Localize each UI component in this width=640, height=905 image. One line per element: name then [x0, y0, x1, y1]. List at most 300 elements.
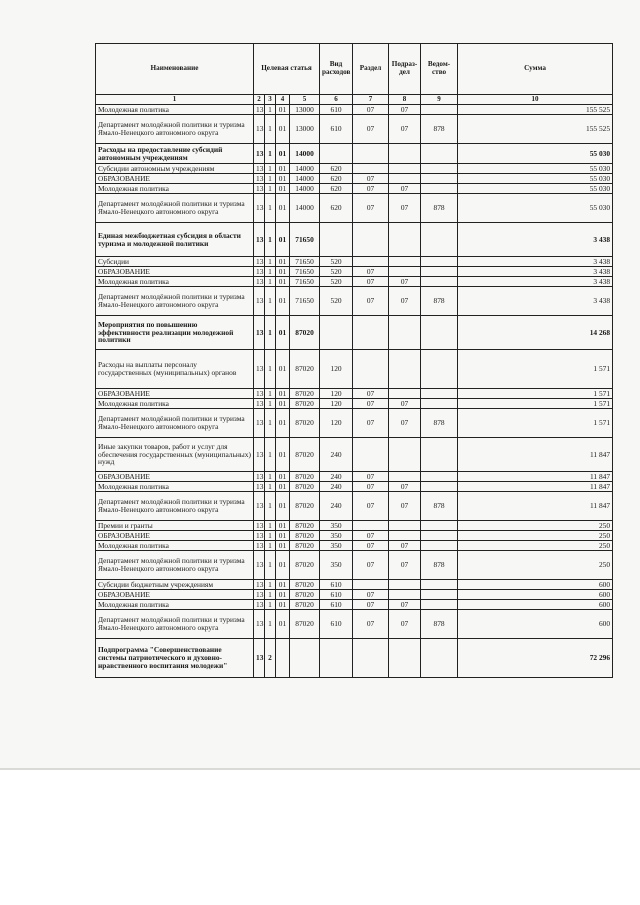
- code-program: 13: [254, 610, 265, 639]
- row-name: Расходы на предоставление субсидий автономным учреждениям: [96, 144, 254, 164]
- code-direction: 01: [276, 531, 290, 541]
- code-direction: 01: [276, 184, 290, 194]
- header-name: Наименование: [96, 44, 254, 95]
- amount: 600: [458, 580, 613, 590]
- department-code: [421, 472, 458, 482]
- budget-table: [95, 43, 613, 678]
- code-subprogram: 1: [265, 277, 276, 287]
- code-subprogram: 1: [265, 492, 276, 521]
- expense-type: 120: [320, 389, 353, 399]
- code-direction: 01: [276, 551, 290, 580]
- code-direction: 01: [276, 267, 290, 277]
- expense-type: 120: [320, 409, 353, 438]
- code-direction: 01: [276, 350, 290, 389]
- table-row: [96, 482, 613, 492]
- subsection: 07: [389, 409, 421, 438]
- expense-type: 350: [320, 531, 353, 541]
- department-code: [421, 277, 458, 287]
- subsection: [389, 472, 421, 482]
- subsection: 07: [389, 610, 421, 639]
- code-program: 13: [254, 144, 265, 164]
- code-direction: [276, 639, 290, 678]
- department-code: [421, 223, 458, 257]
- section: 07: [353, 541, 389, 551]
- table-row: [96, 389, 613, 399]
- section: 07: [353, 194, 389, 223]
- department-code: 878: [421, 610, 458, 639]
- code-direction: 01: [276, 174, 290, 184]
- expense-type: 610: [320, 600, 353, 610]
- amount: 250: [458, 551, 613, 580]
- row-name: Субсидии бюджетным учреждениям: [96, 580, 254, 590]
- amount: 11 847: [458, 472, 613, 482]
- expense-type: [320, 639, 353, 678]
- department-code: [421, 164, 458, 174]
- section: 07: [353, 531, 389, 541]
- subsection: [389, 531, 421, 541]
- code-program: 13: [254, 316, 265, 350]
- expense-type: 620: [320, 164, 353, 174]
- code-direction: 01: [276, 492, 290, 521]
- code-article: 87020: [290, 492, 320, 521]
- table-row: [96, 257, 613, 267]
- department-code: [421, 350, 458, 389]
- row-name: Премии и гранты: [96, 521, 254, 531]
- department-code: [421, 590, 458, 600]
- header-vedomstvo: Ведом-ство: [421, 44, 458, 95]
- section: 07: [353, 277, 389, 287]
- code-subprogram: 1: [265, 600, 276, 610]
- header-podrazdel: Подраз-дел: [389, 44, 421, 95]
- expense-type: 350: [320, 541, 353, 551]
- code-program: 13: [254, 531, 265, 541]
- amount: 55 030: [458, 174, 613, 184]
- code-article: [290, 639, 320, 678]
- code-program: 13: [254, 174, 265, 184]
- row-name: Субсидии автономным учреждениям: [96, 164, 254, 174]
- table-row: [96, 350, 613, 389]
- table-row: [96, 115, 613, 144]
- section: 07: [353, 492, 389, 521]
- expense-type: 240: [320, 482, 353, 492]
- section: [353, 639, 389, 678]
- expense-type: [320, 144, 353, 164]
- row-name: ОБРАЗОВАНИЕ: [96, 472, 254, 482]
- department-code: [421, 600, 458, 610]
- expense-type: 520: [320, 267, 353, 277]
- code-program: 13: [254, 105, 265, 115]
- row-name: Департамент молодёжной политики и туризма Ямало-Ненецкого автономного округа: [96, 610, 254, 639]
- col-number: 9: [421, 95, 458, 105]
- department-code: 878: [421, 551, 458, 580]
- section: [353, 316, 389, 350]
- code-direction: 01: [276, 257, 290, 267]
- section: 07: [353, 389, 389, 399]
- subsection: [389, 350, 421, 389]
- table-row: [96, 600, 613, 610]
- code-article: 14000: [290, 164, 320, 174]
- code-program: 13: [254, 521, 265, 531]
- code-direction: 01: [276, 164, 290, 174]
- code-article: 71650: [290, 257, 320, 267]
- code-subprogram: 1: [265, 590, 276, 600]
- amount: 155 525: [458, 105, 613, 115]
- section: 07: [353, 482, 389, 492]
- section: [353, 521, 389, 531]
- subsection: 07: [389, 115, 421, 144]
- department-code: [421, 482, 458, 492]
- code-direction: 01: [276, 580, 290, 590]
- code-program: 13: [254, 492, 265, 521]
- row-name: Департамент молодёжной политики и туризма Ямало-Ненецкого автономного округа: [96, 409, 254, 438]
- row-name: ОБРАЗОВАНИЕ: [96, 174, 254, 184]
- code-program: 13: [254, 399, 265, 409]
- code-article: 71650: [290, 267, 320, 277]
- code-program: 13: [254, 257, 265, 267]
- code-article: 14000: [290, 174, 320, 184]
- row-name: Единая межбюджетная субсидия в области туризма и молодежной политики: [96, 223, 254, 257]
- expense-type: 240: [320, 492, 353, 521]
- code-direction: 01: [276, 590, 290, 600]
- section: 07: [353, 551, 389, 580]
- table-row: [96, 267, 613, 277]
- subsection: [389, 164, 421, 174]
- col-number: 7: [353, 95, 389, 105]
- subsection: 07: [389, 277, 421, 287]
- section: [353, 580, 389, 590]
- expense-type: [320, 223, 353, 257]
- header-razdel: Раздел: [353, 44, 389, 95]
- section: 07: [353, 115, 389, 144]
- code-subprogram: 2: [265, 639, 276, 678]
- department-code: [421, 267, 458, 277]
- code-program: 13: [254, 438, 265, 472]
- row-name: Молодежная политика: [96, 482, 254, 492]
- row-name: Субсидии: [96, 257, 254, 267]
- code-program: 13: [254, 472, 265, 482]
- expense-type: 610: [320, 115, 353, 144]
- expense-type: 120: [320, 350, 353, 389]
- code-program: 13: [254, 350, 265, 389]
- row-name: Молодежная политика: [96, 184, 254, 194]
- table-row: [96, 194, 613, 223]
- department-code: 878: [421, 409, 458, 438]
- amount: 1 571: [458, 409, 613, 438]
- table-row: [96, 174, 613, 184]
- code-article: 87020: [290, 531, 320, 541]
- expense-type: 350: [320, 551, 353, 580]
- row-name: Мероприятия по повышению эффективности реализации молодежной политики: [96, 316, 254, 350]
- department-code: [421, 521, 458, 531]
- code-direction: 01: [276, 316, 290, 350]
- code-direction: 01: [276, 223, 290, 257]
- amount: 600: [458, 590, 613, 600]
- code-subprogram: 1: [265, 115, 276, 144]
- department-code: [421, 531, 458, 541]
- code-subprogram: 1: [265, 438, 276, 472]
- code-subprogram: 1: [265, 521, 276, 531]
- code-program: 13: [254, 184, 265, 194]
- subsection: [389, 639, 421, 678]
- subsection: 07: [389, 399, 421, 409]
- code-article: 87020: [290, 590, 320, 600]
- code-subprogram: 1: [265, 482, 276, 492]
- code-program: 13: [254, 115, 265, 144]
- code-program: 13: [254, 164, 265, 174]
- table-row: [96, 105, 613, 115]
- code-program: 13: [254, 287, 265, 316]
- code-program: 13: [254, 389, 265, 399]
- code-subprogram: 1: [265, 257, 276, 267]
- row-name: Подпрограмма "Совершенствование системы патриотического и духовно-нравственного воспитания молодежи": [96, 639, 254, 678]
- subsection: [389, 389, 421, 399]
- code-direction: 01: [276, 389, 290, 399]
- code-direction: 01: [276, 277, 290, 287]
- code-direction: 01: [276, 144, 290, 164]
- table-row: [96, 541, 613, 551]
- code-direction: 01: [276, 541, 290, 551]
- section: [353, 350, 389, 389]
- code-article: 71650: [290, 223, 320, 257]
- code-subprogram: 1: [265, 164, 276, 174]
- table-row: [96, 144, 613, 164]
- code-subprogram: 1: [265, 541, 276, 551]
- amount: 3 438: [458, 277, 613, 287]
- amount: 250: [458, 531, 613, 541]
- table-row: [96, 184, 613, 194]
- department-code: [421, 316, 458, 350]
- subsection: 07: [389, 184, 421, 194]
- code-article: 87020: [290, 399, 320, 409]
- table-row: [96, 399, 613, 409]
- code-program: 13: [254, 541, 265, 551]
- row-name: Иные закупки товаров, работ и услуг для обеспечения государственных (муниципальных) нужд: [96, 438, 254, 472]
- department-code: [421, 541, 458, 551]
- header-vid: Вид расходов: [320, 44, 353, 95]
- code-article: 71650: [290, 287, 320, 316]
- section: 07: [353, 409, 389, 438]
- code-program: 13: [254, 580, 265, 590]
- expense-type: 620: [320, 174, 353, 184]
- code-subprogram: 1: [265, 409, 276, 438]
- subsection: [389, 267, 421, 277]
- amount: 600: [458, 610, 613, 639]
- code-article: 71650: [290, 277, 320, 287]
- department-code: [421, 639, 458, 678]
- code-article: 87020: [290, 580, 320, 590]
- code-direction: 01: [276, 115, 290, 144]
- code-program: 13: [254, 223, 265, 257]
- section: [353, 164, 389, 174]
- subsection: 07: [389, 551, 421, 580]
- code-subprogram: 1: [265, 194, 276, 223]
- subsection: [389, 521, 421, 531]
- col-number: 8: [389, 95, 421, 105]
- subsection: [389, 144, 421, 164]
- department-code: 878: [421, 492, 458, 521]
- code-article: 14000: [290, 184, 320, 194]
- table-row: [96, 551, 613, 580]
- code-subprogram: 1: [265, 472, 276, 482]
- amount: 11 847: [458, 438, 613, 472]
- department-code: 878: [421, 287, 458, 316]
- subsection: 07: [389, 482, 421, 492]
- code-subprogram: 1: [265, 531, 276, 541]
- code-program: 13: [254, 639, 265, 678]
- department-code: [421, 257, 458, 267]
- amount: 1 571: [458, 389, 613, 399]
- code-direction: 01: [276, 194, 290, 223]
- department-code: [421, 580, 458, 590]
- department-code: [421, 438, 458, 472]
- subsection: 07: [389, 541, 421, 551]
- code-article: 87020: [290, 600, 320, 610]
- code-subprogram: 1: [265, 399, 276, 409]
- header-target: Целевая статья: [254, 44, 320, 95]
- col-number: 2: [254, 95, 265, 105]
- row-name: Молодежная политика: [96, 600, 254, 610]
- department-code: [421, 144, 458, 164]
- code-article: 87020: [290, 438, 320, 472]
- expense-type: 120: [320, 399, 353, 409]
- table-row: [96, 521, 613, 531]
- code-article: 87020: [290, 482, 320, 492]
- amount: 3 438: [458, 257, 613, 267]
- expense-type: 620: [320, 194, 353, 223]
- section: 07: [353, 399, 389, 409]
- expense-type: 240: [320, 438, 353, 472]
- code-direction: 01: [276, 482, 290, 492]
- table-row: [96, 531, 613, 541]
- section: 07: [353, 174, 389, 184]
- row-name: Департамент молодёжной политики и туризма Ямало-Ненецкого автономного округа: [96, 287, 254, 316]
- code-direction: 01: [276, 600, 290, 610]
- code-article: 13000: [290, 105, 320, 115]
- section: [353, 223, 389, 257]
- subsection: 07: [389, 105, 421, 115]
- amount: 250: [458, 541, 613, 551]
- code-program: 13: [254, 551, 265, 580]
- amount: 155 525: [458, 115, 613, 144]
- table-row: [96, 277, 613, 287]
- code-program: 13: [254, 600, 265, 610]
- code-article: 87020: [290, 389, 320, 399]
- row-name: ОБРАЗОВАНИЕ: [96, 389, 254, 399]
- section: 07: [353, 267, 389, 277]
- code-direction: 01: [276, 472, 290, 482]
- section: 07: [353, 184, 389, 194]
- expense-type: 610: [320, 105, 353, 115]
- code-article: 87020: [290, 551, 320, 580]
- table-row: [96, 316, 613, 350]
- code-program: 13: [254, 482, 265, 492]
- expense-type: 350: [320, 521, 353, 531]
- table-row: [96, 438, 613, 472]
- code-article: 87020: [290, 472, 320, 482]
- code-program: 13: [254, 267, 265, 277]
- row-name: ОБРАЗОВАНИЕ: [96, 267, 254, 277]
- code-article: 87020: [290, 350, 320, 389]
- expense-type: 240: [320, 472, 353, 482]
- code-article: 13000: [290, 115, 320, 144]
- subsection: [389, 174, 421, 184]
- section: [353, 144, 389, 164]
- expense-type: 620: [320, 184, 353, 194]
- code-subprogram: 1: [265, 610, 276, 639]
- amount: 11 847: [458, 492, 613, 521]
- code-program: 13: [254, 277, 265, 287]
- code-direction: 01: [276, 287, 290, 316]
- table-row: [96, 409, 613, 438]
- table-row: [96, 590, 613, 600]
- section: 07: [353, 610, 389, 639]
- department-code: 878: [421, 115, 458, 144]
- row-name: Молодежная политика: [96, 399, 254, 409]
- row-name: Департамент молодёжной политики и туризма Ямало-Ненецкого автономного округа: [96, 194, 254, 223]
- col-number: 3: [265, 95, 276, 105]
- code-direction: 01: [276, 521, 290, 531]
- subsection: 07: [389, 287, 421, 316]
- code-subprogram: 1: [265, 580, 276, 590]
- expense-type: 520: [320, 257, 353, 267]
- expense-type: 610: [320, 580, 353, 590]
- section: 07: [353, 590, 389, 600]
- row-name: Молодежная политика: [96, 105, 254, 115]
- row-name: Молодежная политика: [96, 541, 254, 551]
- code-subprogram: 1: [265, 551, 276, 580]
- amount: 3 438: [458, 267, 613, 277]
- table-row: [96, 223, 613, 257]
- code-article: 87020: [290, 610, 320, 639]
- amount: 1 571: [458, 350, 613, 389]
- code-direction: 01: [276, 438, 290, 472]
- subsection: [389, 580, 421, 590]
- table-row: [96, 287, 613, 316]
- col-number: 10: [458, 95, 613, 105]
- table-row: [96, 492, 613, 521]
- code-article: 14000: [290, 194, 320, 223]
- section: 07: [353, 600, 389, 610]
- amount: 55 030: [458, 184, 613, 194]
- code-article: 87020: [290, 541, 320, 551]
- department-code: [421, 184, 458, 194]
- subsection: 07: [389, 194, 421, 223]
- amount: 11 847: [458, 482, 613, 492]
- table-row: [96, 639, 613, 678]
- amount: 55 030: [458, 194, 613, 223]
- code-subprogram: 1: [265, 105, 276, 115]
- department-code: [421, 389, 458, 399]
- code-direction: 01: [276, 399, 290, 409]
- code-article: 14000: [290, 144, 320, 164]
- expense-type: 610: [320, 590, 353, 600]
- subsection: [389, 438, 421, 472]
- row-name: Молодежная политика: [96, 277, 254, 287]
- code-article: 87020: [290, 316, 320, 350]
- header-row: [96, 44, 613, 95]
- department-code: [421, 399, 458, 409]
- subsection: 07: [389, 492, 421, 521]
- code-subprogram: 1: [265, 287, 276, 316]
- code-subprogram: 1: [265, 144, 276, 164]
- code-subprogram: 1: [265, 223, 276, 257]
- code-direction: 01: [276, 105, 290, 115]
- code-direction: 01: [276, 409, 290, 438]
- row-name: Департамент молодёжной политики и туризма Ямало-Ненецкого автономного округа: [96, 115, 254, 144]
- amount: 600: [458, 600, 613, 610]
- amount: 72 296: [458, 639, 613, 678]
- subsection: [389, 590, 421, 600]
